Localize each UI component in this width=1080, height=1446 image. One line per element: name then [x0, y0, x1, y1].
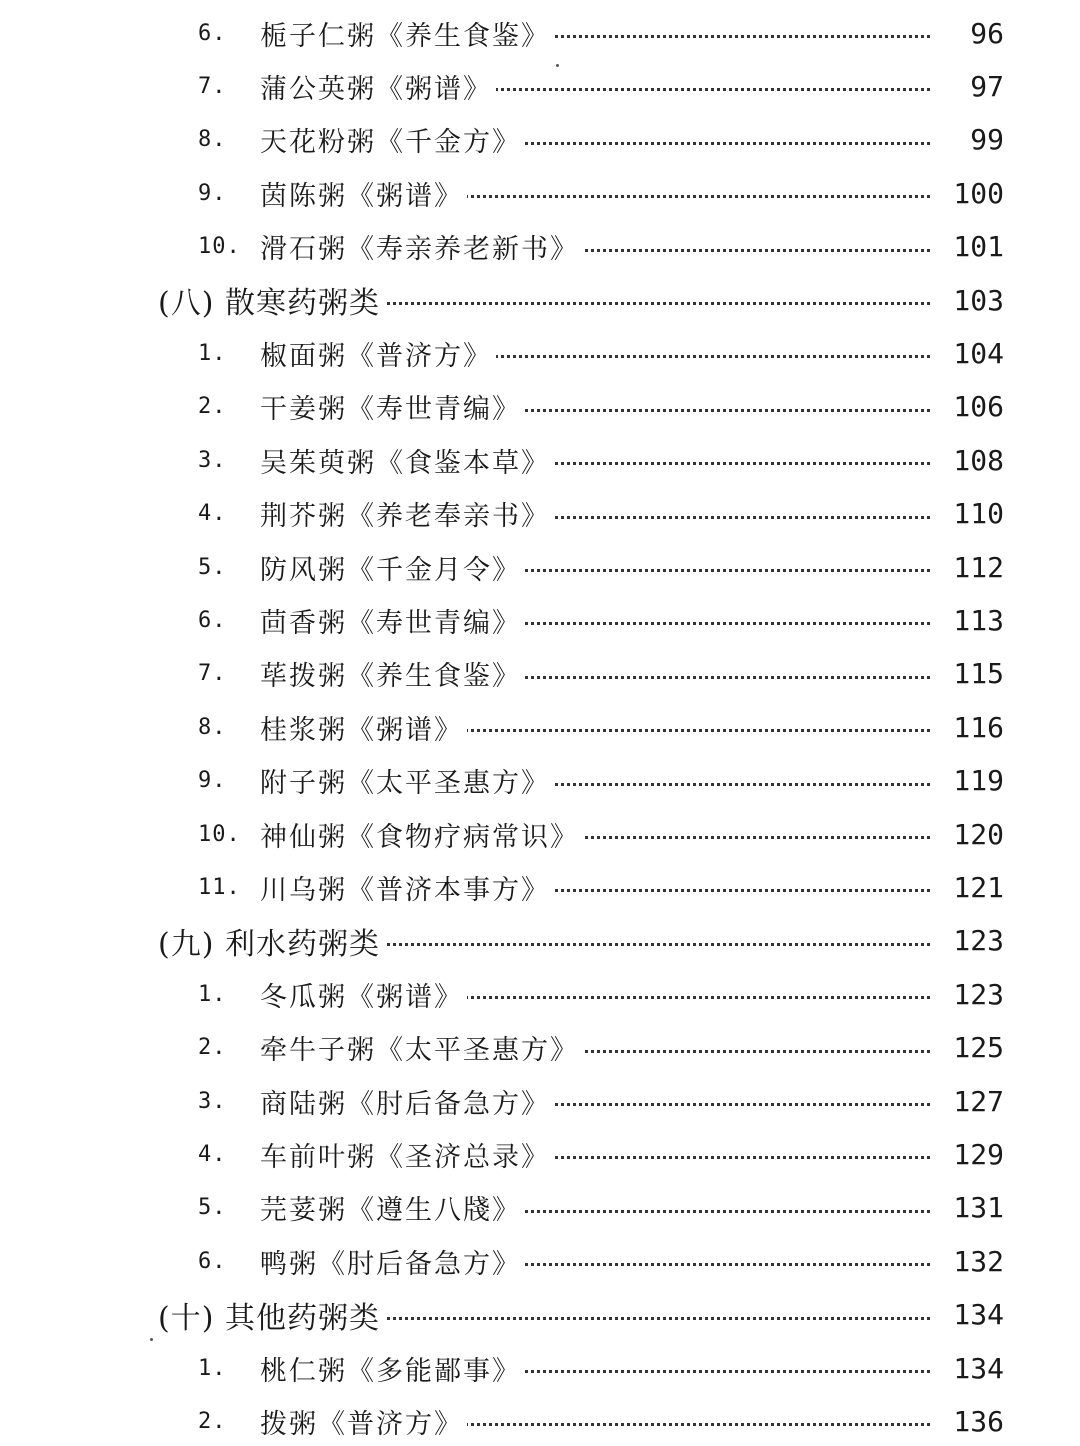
entry-number: 5. [198, 1195, 227, 1221]
entry-number: 8. [198, 127, 227, 153]
page-number: 100 [930, 177, 1004, 210]
entry-title: 滑石粥《寿亲养老新书》 [260, 227, 583, 266]
page-number: 119 [930, 764, 1004, 797]
scan-speck [556, 64, 559, 67]
page-number: 110 [930, 497, 1004, 530]
page-number: 103 [930, 284, 1004, 317]
entry-number: 8. [198, 714, 227, 740]
entry-number: 9. [198, 768, 227, 794]
toc-entry [0, 756, 1080, 806]
toc-entry [0, 8, 1080, 58]
toc-entry [0, 61, 1080, 111]
scan-speck [150, 1338, 153, 1341]
entry-number: 2. [198, 1408, 227, 1434]
toc-entry [0, 1343, 1080, 1393]
entry-number: 6. [198, 20, 227, 46]
page-number: 134 [930, 1298, 1004, 1331]
entry-title: 茴香粥《寿世青编》 [260, 601, 525, 640]
page-number: 104 [930, 337, 1004, 370]
page-number: 123 [930, 924, 1004, 957]
toc-entry [0, 809, 1080, 859]
entry-number: 2. [198, 1035, 227, 1061]
entry-title: 桃仁粥《多能鄙事》 [260, 1349, 525, 1388]
entry-number: 4. [198, 501, 227, 527]
category-title: (八) 散寒药粥类 [158, 278, 384, 322]
entry-title: 神仙粥《食物疗病常识》 [260, 815, 583, 854]
entry-number: 3. [198, 447, 227, 473]
entry-number: 7. [198, 73, 227, 99]
entry-title: 附子粥《太平圣惠方》 [260, 761, 554, 800]
entry-title: 牵牛子粥《太平圣惠方》 [260, 1028, 583, 1067]
entry-number: 7. [198, 661, 227, 687]
entry-title: 车前叶粥《圣济总录》 [260, 1135, 554, 1174]
entry-number: 1. [198, 1355, 227, 1381]
entry-number: 11. [198, 874, 241, 900]
category-title: (十) 其他药粥类 [158, 1293, 384, 1337]
entry-title: 川乌粥《普济本事方》 [260, 868, 554, 907]
toc-category [0, 1290, 1080, 1340]
toc-entry [0, 1183, 1080, 1233]
category-title: (九) 利水药粥类 [158, 919, 384, 963]
page-number: 116 [930, 711, 1004, 744]
entry-number: 6. [198, 607, 227, 633]
entry-number: 10. [198, 821, 241, 847]
entry-title: 吴茱萸粥《食鉴本草》 [260, 441, 554, 480]
toc-entry [0, 489, 1080, 539]
toc-entry [0, 1023, 1080, 1073]
entry-title: 蒲公英粥《粥谱》 [260, 67, 496, 106]
toc-entry [0, 328, 1080, 378]
page-number: 123 [930, 978, 1004, 1011]
toc-entry [0, 222, 1080, 272]
entry-title: 防风粥《千金月令》 [260, 548, 525, 587]
entry-title: 天花粉粥《千金方》 [260, 120, 525, 159]
entry-number: 5. [198, 554, 227, 580]
entry-title: 鸭粥《肘后备急方》 [260, 1242, 525, 1281]
toc-entry [0, 1129, 1080, 1179]
entry-title: 荜拨粥《养生食鉴》 [260, 654, 525, 693]
page-number: 120 [930, 818, 1004, 851]
entry-number: 1. [198, 981, 227, 1007]
toc-entry [0, 382, 1080, 432]
page-number: 121 [930, 871, 1004, 904]
page-number: 96 [930, 17, 1004, 50]
toc-entry [0, 542, 1080, 592]
toc-entry [0, 1396, 1080, 1446]
toc-entry [0, 649, 1080, 699]
entry-title: 荆芥粥《养老奉亲书》 [260, 494, 554, 533]
entry-title: 拨粥《普济方》 [260, 1402, 467, 1441]
page-number: 125 [930, 1031, 1004, 1064]
entry-title: 桂浆粥《粥谱》 [260, 708, 467, 747]
toc-category [0, 916, 1080, 966]
entry-title: 芫荽粥《遵生八牋》 [260, 1188, 525, 1227]
page-number: 127 [930, 1085, 1004, 1118]
page-number: 113 [930, 604, 1004, 637]
toc-entry [0, 1076, 1080, 1126]
toc-entry [0, 115, 1080, 165]
page-number: 108 [930, 444, 1004, 477]
toc-entry [0, 435, 1080, 485]
entry-title: 商陆粥《肘后备急方》 [260, 1082, 554, 1121]
page-number: 97 [930, 70, 1004, 103]
toc-entry [0, 702, 1080, 752]
entry-number: 2. [198, 394, 227, 420]
page-number: 129 [930, 1138, 1004, 1171]
entry-title: 栀子仁粥《养生食鉴》 [260, 14, 554, 53]
toc-category [0, 275, 1080, 325]
entry-title: 干姜粥《寿世青编》 [260, 387, 525, 426]
entry-number: 9. [198, 180, 227, 206]
toc-entry [0, 595, 1080, 645]
page-number: 101 [930, 230, 1004, 263]
entry-number: 6. [198, 1248, 227, 1274]
page-number: 112 [930, 551, 1004, 584]
page-number: 106 [930, 390, 1004, 423]
entry-title: 茵陈粥《粥谱》 [260, 174, 467, 213]
entry-number: 4. [198, 1141, 227, 1167]
page-number: 136 [930, 1405, 1004, 1438]
toc-entry [0, 1236, 1080, 1286]
page-number: 115 [930, 657, 1004, 690]
page-number: 132 [930, 1245, 1004, 1278]
page-number: 99 [930, 123, 1004, 156]
toc-entry [0, 862, 1080, 912]
toc-entry [0, 969, 1080, 1019]
entry-number: 1. [198, 340, 227, 366]
entry-title: 冬瓜粥《粥谱》 [260, 975, 467, 1014]
toc-entry [0, 168, 1080, 218]
entry-number: 3. [198, 1088, 227, 1114]
entry-number: 10. [198, 234, 241, 260]
page-number: 134 [930, 1352, 1004, 1385]
entry-title: 椒面粥《普济方》 [260, 334, 496, 373]
page-number: 131 [930, 1191, 1004, 1224]
